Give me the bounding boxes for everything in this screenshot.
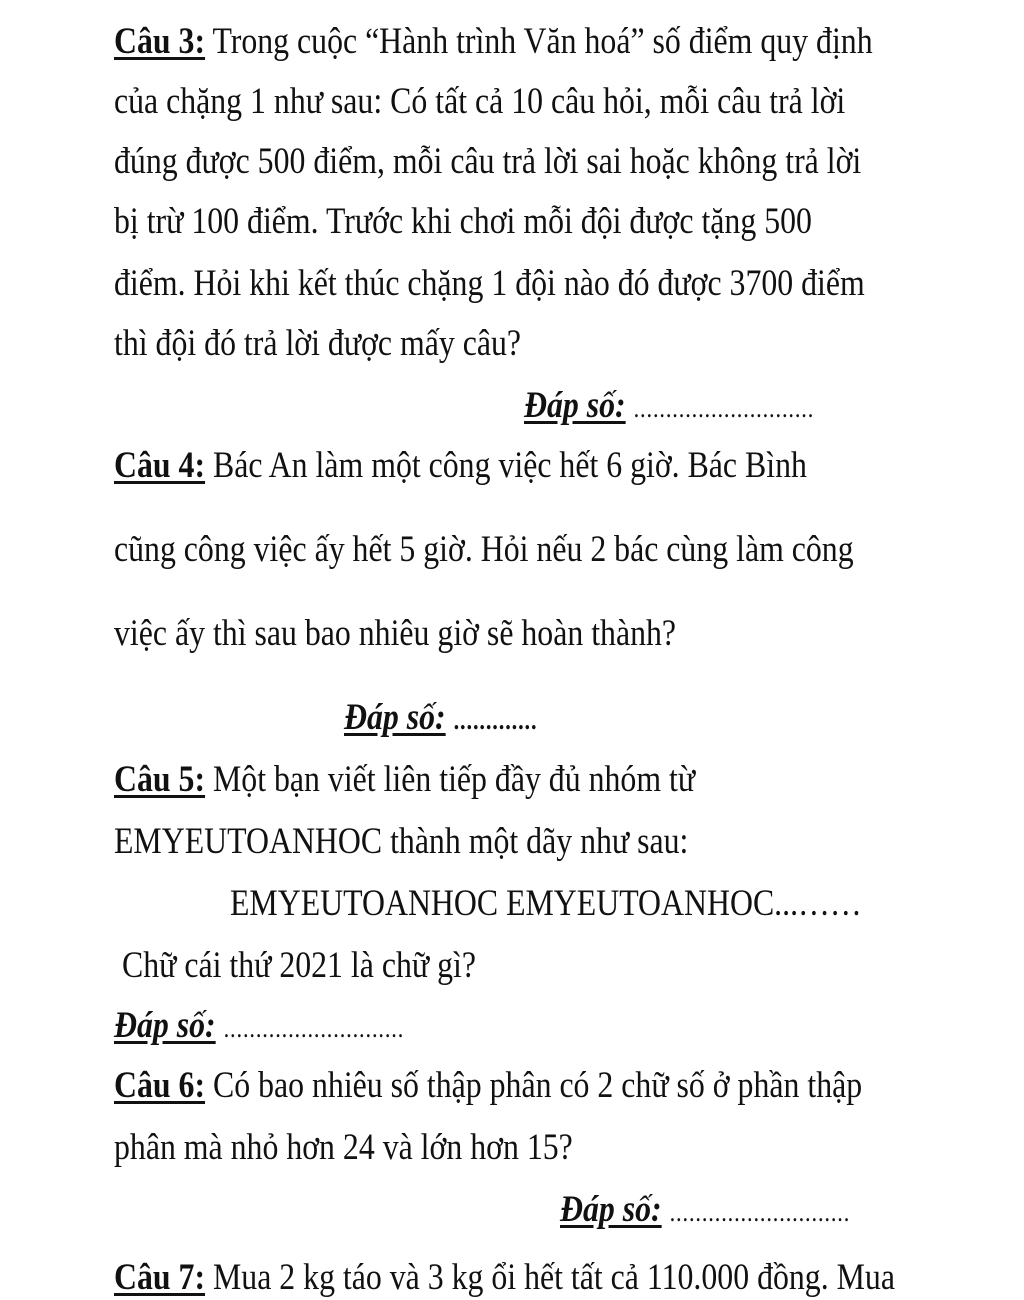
q4-line-1 [114,444,807,488]
q3-line-4: bị trừ 100 điểm. Trước khi chơi mỗi đội được tặng 500 [114,201,812,242]
q3-label: Câu 3: [114,21,206,62]
q5-line-1 [114,758,695,802]
q4-answer-blank: ............. [453,706,538,735]
q5-text-1: Một bạn viết liên tiếp đầy đủ nhóm từ [213,759,696,800]
q3-line-5: điểm. Hỏi khi kết thúc chặng 1 đội nào đó được 3700 điểm [114,263,865,304]
q3-line-2: của chặng 1 như sau: Có tất cả 10 câu hỏi, mỗi câu trả lời [114,81,846,122]
q4-text-1: Bác An làm một công việc hết 6 giờ. Bác Bình [213,445,807,486]
q4-line-3: việc ấy thì sau bao nhiêu giờ sẽ hoàn thành? [114,613,677,654]
q6-answer-blank: ............................ [669,1198,851,1227]
q5-answer-line [114,1004,404,1051]
q3-answer-line [524,384,814,431]
q3-line-1 [114,20,873,64]
q6-label: Câu 6: [114,1065,206,1106]
q4-line-2: cũng công việc ấy hết 5 giờ. Hỏi nếu 2 bác cùng làm công [114,529,854,570]
q6-text-1: Có bao nhiêu số thập phân có 2 chữ số ở phần thập [213,1065,863,1106]
q5-sequence: EMYEUTOANHOC EMYEUTOANHOC...…… [230,883,862,924]
q3-answer-blank: ............................ [633,394,815,423]
q6-line-1 [114,1064,862,1108]
q4-label: Câu 4: [114,445,206,486]
q3-line-6: thì đội đó trả lời được mấy câu? [114,323,521,364]
q5-label: Câu 5: [114,759,206,800]
q6-answer-label: Đáp số: [560,1189,662,1230]
q5-answer-label: Đáp số: [114,1005,216,1046]
q4-answer-label: Đáp số: [344,697,446,738]
q6-line-2: phân mà nhỏ hơn 24 và lớn hơn 15? [114,1127,573,1168]
q7-text-1: Mua 2 kg táo và 3 kg ổi hết tất cả 110.000 đồng. Mua [213,1257,895,1298]
q3-text-1: Trong cuộc “Hành trình Văn hoá” số điểm quy định [212,21,873,62]
q5-line-4: Chữ cái thứ 2021 là chữ gì? [122,945,476,986]
q7-label: Câu 7: [114,1257,206,1298]
q5-answer-blank: ............................ [223,1014,405,1043]
q3-answer-label: Đáp số: [524,385,626,426]
q6-answer-line [560,1188,850,1235]
q3-line-3: đúng được 500 điểm, mỗi câu trả lời sai hoặc không trả lời [114,141,862,182]
q5-line-2: EMYEUTOANHOC thành một dãy như sau: [114,821,689,862]
q4-answer-line [344,696,537,743]
q7-line-1 [114,1256,895,1300]
